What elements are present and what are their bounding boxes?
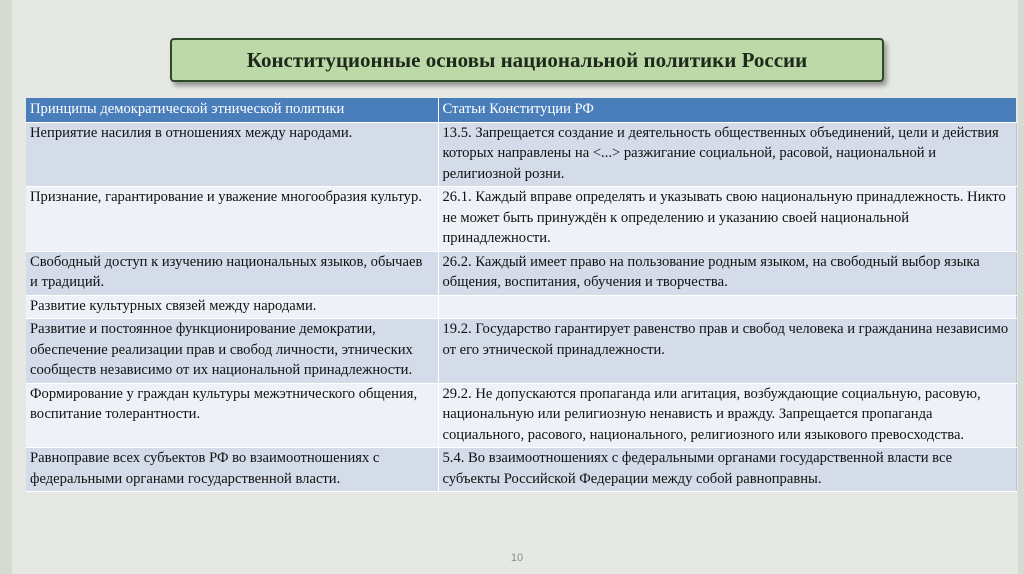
title-banner (170, 38, 884, 82)
principle-cell: Свободный доступ к изучению национальных языков, обычаев и традиций. (26, 251, 438, 295)
table-row (26, 319, 1016, 384)
principle-cell: Неприятие насилия в отношениях между народами. (26, 122, 438, 187)
slide-title: Конституционные основы национальной политики России (246, 47, 808, 72)
article-cell: 19.2. Государство гарантирует равенство прав и свобод человека и гражданина независимо от его этнической принадлежности. (438, 319, 1016, 384)
article-cell: 29.2. Не допускаются пропаганда или агитация, возбуждающие социальную, расовую, национальную или религиозную ненависть и вражду. Запрещается пропаганда социального, расового, национального, религиозного или языкового превосходства. (438, 383, 1016, 448)
article-cell: 26.2. Каждый имеет право на пользование родным языком, на свободный выбор языка общения, воспитания, обучения и творчества. (438, 251, 1016, 295)
header-principles: Принципы демократической этнической политики (26, 98, 438, 122)
article-cell: 13.5. Запрещается создание и деятельность общественных объединений, цели и действия которых направлены на <...> разжигание социальной, расовой, национальной и религиозной розни. (438, 122, 1016, 187)
table-row (26, 295, 1016, 319)
table-row (26, 122, 1016, 187)
page-number: 10 (510, 552, 524, 564)
principle-cell: Равноправие всех субъектов РФ во взаимоотношениях с федеральными органами государственной власти. (26, 448, 438, 492)
principle-cell: Признание, гарантирование и уважение многообразия культур. (26, 187, 438, 252)
table-row (26, 448, 1016, 492)
table-row (26, 187, 1016, 252)
principle-cell: Развитие и постоянное функционирование демократии, обеспечение реализации прав и свобод личности, этнических сообществ независимо от их национальной принадлежности. (26, 319, 438, 384)
table-row (26, 383, 1016, 448)
header-articles: Статьи Конституции РФ (438, 98, 1016, 122)
table-header-row (26, 98, 1016, 122)
article-cell: 26.1. Каждый вправе определять и указывать свою национальную принадлежность. Никто не может быть принуждён к определению и указанию своей национальной принадлежности. (438, 187, 1016, 252)
principle-cell: Формирование у граждан культуры межэтнического общения, воспитание толерантности. (26, 383, 438, 448)
article-cell: 5.4. Во взаимоотношениях с федеральными органами государственной власти все субъекты Российской Федерации между собой равноправны. (438, 448, 1016, 492)
principles-table (26, 98, 1017, 492)
table-row (26, 251, 1016, 295)
article-cell (438, 295, 1016, 319)
principle-cell: Развитие культурных связей между народами. (26, 295, 438, 319)
